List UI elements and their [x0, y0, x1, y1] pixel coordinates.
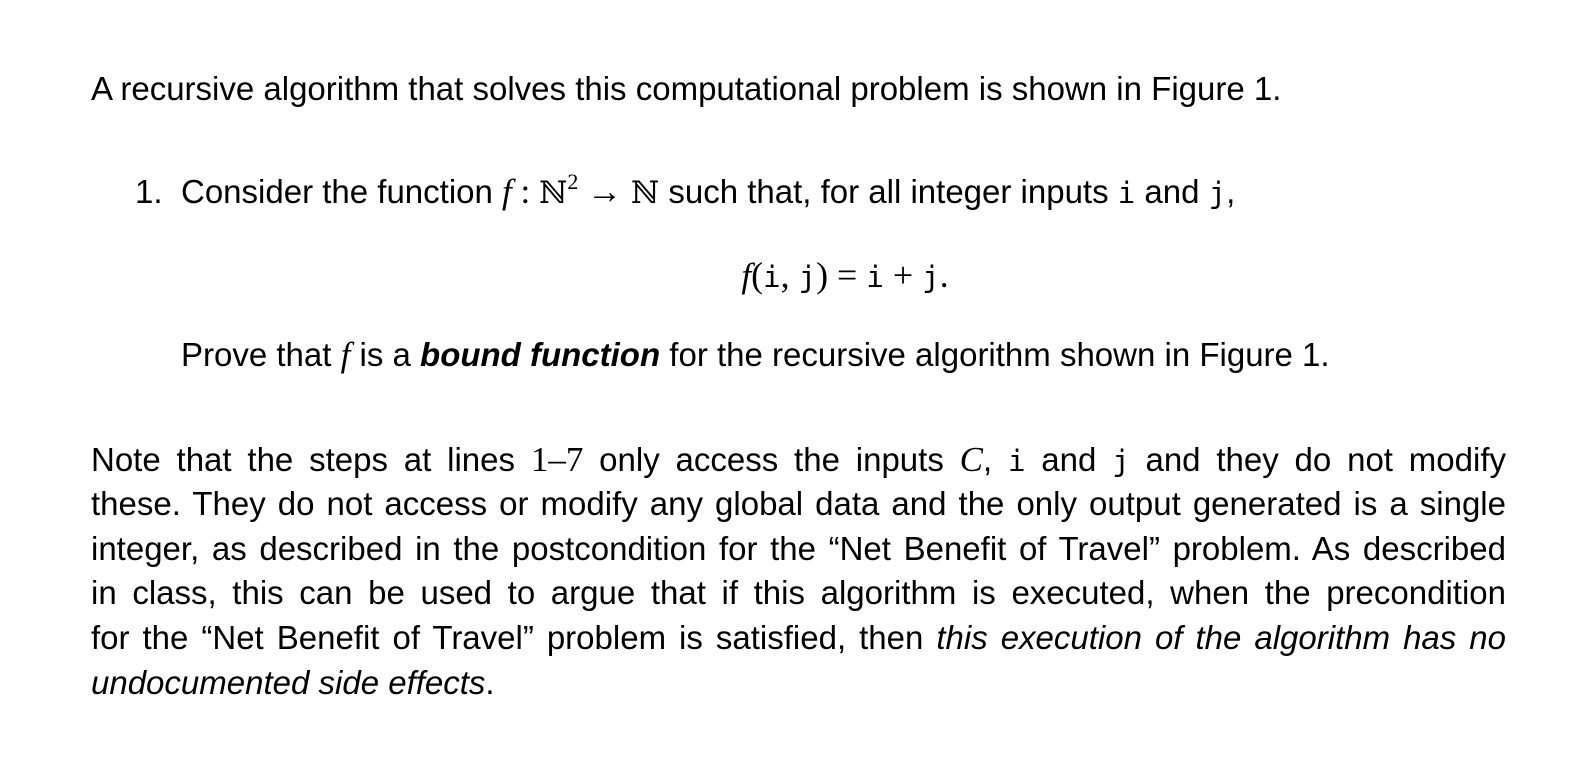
note-text: Note that the steps at lines — [91, 441, 531, 478]
input-j: j — [1208, 176, 1227, 210]
note-text: and they do not modify — [1129, 441, 1506, 478]
prove-is-a: is a — [350, 336, 421, 373]
colon-symbol: : — [511, 172, 539, 211]
naturals-codomain: ℕ — [630, 175, 660, 211]
question-number: 1. — [135, 173, 163, 210]
note-line-6 — [91, 660, 1506, 705]
equation-i: i — [763, 260, 781, 294]
note-line-4: in class, this can be used to argue that if this algorithm is executed, when the precondition — [91, 574, 1506, 611]
equation-i-rhs: i — [866, 260, 884, 294]
bound-function-term: bound function — [420, 336, 661, 373]
equation-f: f — [741, 256, 752, 295]
equation-j-rhs: j — [922, 260, 940, 294]
note-line-2: these. They do not access or modify any global data and the only output generated is a single — [91, 485, 1506, 522]
line-range: 1–7 — [530, 440, 584, 479]
note-text: , — [983, 441, 1008, 478]
prove-statement — [181, 332, 1330, 377]
note-input-i: i — [1008, 444, 1026, 478]
note-line-1 — [91, 437, 1506, 484]
note-text: only access the inputs — [583, 441, 960, 478]
note-text: for the “Net Benefit of Travel” problem is satisfied, then — [91, 619, 937, 656]
prove-lead: Prove that — [181, 336, 341, 373]
note-line-3: integer, as described in the postcondition for the “Net Benefit of Travel” problem. As described — [91, 530, 1506, 567]
note-text: . — [485, 664, 495, 701]
question-end: , — [1226, 173, 1236, 210]
display-equation — [0, 253, 1581, 300]
equation-j: j — [798, 260, 817, 294]
prove-rest: for the recursive algorithm shown in Figure 1. — [660, 336, 1330, 373]
input-C: C — [959, 440, 983, 479]
equation-plus: + — [883, 255, 923, 295]
emphasis-text: this execution of the algorithm has no — [936, 619, 1506, 656]
equation-period: . — [939, 255, 949, 295]
equation-comma: , — [780, 255, 799, 295]
equation-close-equals: ) = — [816, 255, 867, 295]
note-text: and — [1025, 441, 1113, 478]
question-mid: such that, for all integer inputs — [659, 173, 1118, 210]
arrow-symbol: → — [578, 172, 631, 211]
prove-function-symbol: f — [340, 335, 351, 374]
note-line-5 — [91, 615, 1506, 660]
domain-exponent: 2 — [567, 169, 579, 194]
input-i: i — [1117, 176, 1136, 210]
emphasis-text-end: undocumented side effects — [91, 664, 486, 701]
question-statement — [181, 169, 1235, 216]
note-input-j: j — [1112, 444, 1130, 478]
function-symbol: f — [502, 172, 512, 211]
intro-paragraph: A recursive algorithm that solves this computational problem is shown in Figure 1. — [91, 70, 1282, 107]
naturals-domain: ℕ — [539, 175, 568, 211]
equation-open: ( — [751, 255, 764, 295]
question-and: and — [1135, 173, 1209, 210]
question-lead: Consider the function — [181, 173, 503, 210]
